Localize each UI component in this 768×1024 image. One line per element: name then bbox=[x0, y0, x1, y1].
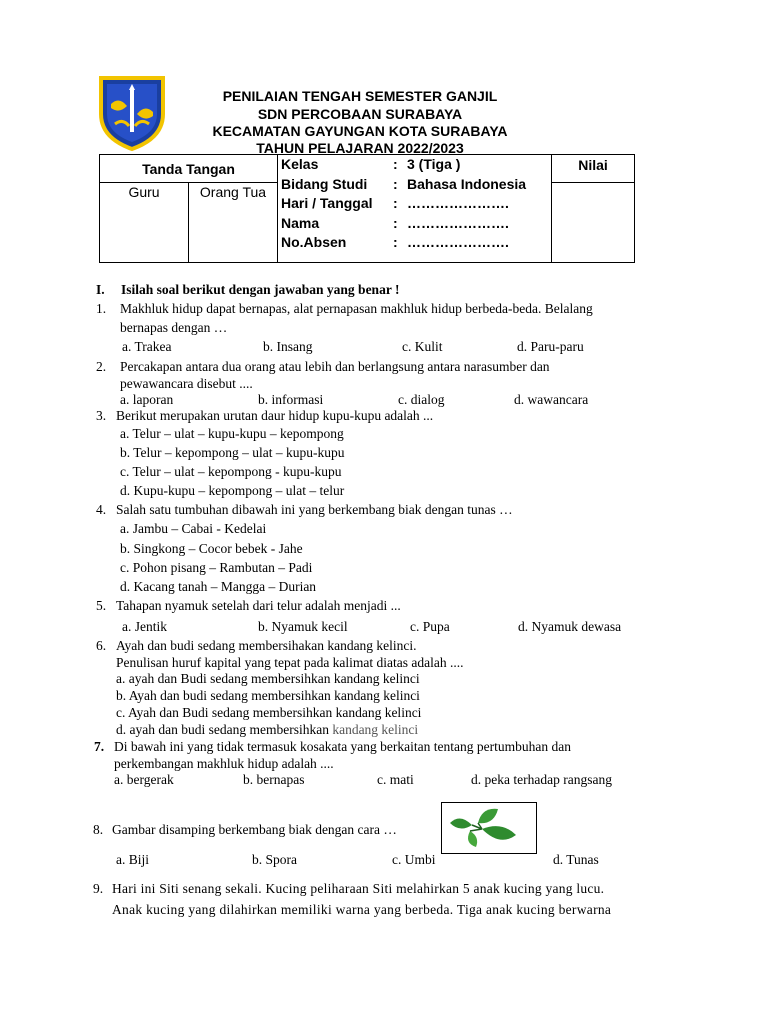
parent-signature-cell: Orang Tua bbox=[189, 183, 278, 263]
header-district: KECAMATAN GAYUNGAN KOTA SURABAYA bbox=[212, 123, 508, 139]
q1-text-line2: bernapas dengan … bbox=[120, 320, 228, 335]
q2-option-a: a. laporan bbox=[120, 392, 174, 407]
q7-text-line2: perkembangan makhluk hidup adalah .... bbox=[114, 756, 334, 771]
q1-text-line1: Makhluk hidup dapat bernapas, alat pernapasan makhluk hidup berbeda-beda. Belalang bbox=[120, 301, 593, 316]
q8-option-b: b. Spora bbox=[252, 852, 297, 867]
info-row-bidang-studi: Bidang Studi : Bahasa Indonesia bbox=[281, 175, 527, 192]
section-title: Isilah soal berikut dengan jawaban yang benar ! bbox=[121, 282, 400, 297]
q5-option-d: d. Nyamuk dewasa bbox=[518, 619, 622, 634]
q1-option-b: b. Insang bbox=[263, 339, 313, 354]
q7-option-d: d. peka terhadap rangsang bbox=[471, 772, 612, 787]
q6-option-c: c. Ayah dan Budi sedang membersihkan kandang kelinci bbox=[116, 705, 422, 720]
q1-option-a: a. Trakea bbox=[122, 339, 172, 354]
signature-header: Tanda Tangan bbox=[100, 155, 278, 183]
q3-option-c: c. Telur – ulat – kepompong - kupu-kupu bbox=[120, 464, 342, 479]
info-row-no-absen: No.Absen : …………………. bbox=[281, 234, 509, 250]
q3-text: Berikut merupakan urutan daur hidup kupu-kupu adalah ... bbox=[116, 408, 434, 423]
q7-option-b: b. bernapas bbox=[243, 772, 305, 787]
student-info-cell bbox=[278, 155, 552, 263]
q5-option-c: c. Pupa bbox=[410, 619, 450, 634]
q6-text-line2: Penulisan huruf kapital yang tepat pada kalimat diatas adalah .... bbox=[116, 655, 464, 670]
q2-option-d: d. wawancara bbox=[514, 392, 589, 407]
q1-number: 1. bbox=[96, 301, 107, 316]
q4-number: 4. bbox=[96, 502, 107, 517]
score-cell bbox=[552, 183, 635, 263]
q7-text-line1: Di bawah ini yang tidak termasuk kosakata yang berkaitan tentang pertumbuhan dan bbox=[114, 739, 571, 754]
info-row-nama: Nama : …………………. bbox=[281, 214, 509, 231]
q1-option-d: d. Paru-paru bbox=[517, 339, 584, 354]
score-header: Nilai bbox=[552, 155, 635, 183]
q4-option-b: b. Singkong – Cocor bebek - Jahe bbox=[120, 541, 303, 556]
teacher-signature-cell: Guru bbox=[100, 183, 189, 263]
q4-text: Salah satu tumbuhan dibawah ini yang berkembang biak dengan tunas … bbox=[116, 502, 513, 517]
header-title: PENILAIAN TENGAH SEMESTER GANJIL bbox=[222, 88, 498, 104]
q3-option-b: b. Telur – kepompong – ulat – kupu-kupu bbox=[120, 445, 345, 460]
q7-number: 7. bbox=[94, 739, 105, 754]
q5-option-b: b. Nyamuk kecil bbox=[258, 619, 348, 634]
q5-option-a: a. Jentik bbox=[122, 619, 167, 634]
student-info-table bbox=[99, 154, 635, 263]
q3-option-d: d. Kupu-kupu – kepompong – ulat – telur bbox=[120, 483, 345, 498]
q2-option-b: b. informasi bbox=[258, 392, 324, 407]
q8-option-a: a. Biji bbox=[116, 852, 149, 867]
q6-option-a: a. ayah dan Budi sedang membersihkan kandang kelinci bbox=[116, 671, 420, 686]
header-school: SDN PERCOBAAN SURABAYA bbox=[257, 106, 463, 122]
q2-option-c: c. dialog bbox=[398, 392, 445, 407]
q2-text-line1: Percakapan antara dua orang atau lebih dan berlangsung antara narasumber dan bbox=[120, 359, 550, 374]
q9-text-line2: Anak kucing yang dilahirkan memiliki warna yang berbeda. Tiga anak kucing berwarna bbox=[112, 902, 612, 917]
q8-option-d: d. Tunas bbox=[553, 852, 599, 867]
q9-number: 9. bbox=[93, 881, 104, 896]
info-row-kelas: Kelas : 3 (Tiga ) bbox=[281, 156, 461, 172]
header-year: TAHUN PELAJARAN 2022/2023 bbox=[256, 140, 464, 156]
q3-number: 3. bbox=[96, 408, 107, 423]
q1-option-c: c. Kulit bbox=[402, 339, 443, 354]
q4-option-a: a. Jambu – Cabai - Kedelai bbox=[120, 521, 267, 536]
q5-number: 5. bbox=[96, 598, 107, 613]
q4-option-d: d. Kacang tanah – Mangga – Durian bbox=[120, 579, 317, 594]
q8-number: 8. bbox=[93, 822, 104, 837]
leaf-icon bbox=[450, 818, 472, 828]
q6-option-b: b. Ayah dan budi sedang membersihkan kandang kelinci bbox=[116, 688, 420, 703]
q9-text-line1: Hari ini Siti senang sekali. Kucing peliharaan Siti melahirkan 5 anak kucing yang lucu. bbox=[112, 881, 605, 896]
q7-option-a: a. bergerak bbox=[114, 772, 174, 787]
q6-option-d: d. ayah dan budi sedang membersihkan kandang kelinci bbox=[116, 722, 419, 737]
q2-number: 2. bbox=[96, 359, 107, 374]
section-number: I. bbox=[96, 282, 105, 297]
q8-option-c: c. Umbi bbox=[392, 852, 436, 867]
q4-option-c: c. Pohon pisang – Rambutan – Padi bbox=[120, 560, 313, 575]
info-row-hari-tanggal: Hari / Tanggal : …………………. bbox=[281, 195, 509, 211]
q6-text-line1: Ayah dan budi sedang membersihakan kandang kelinci. bbox=[116, 638, 417, 653]
plant-leaf-image bbox=[441, 802, 537, 854]
q5-text: Tahapan nyamuk setelah dari telur adalah menjadi ... bbox=[116, 598, 401, 613]
q6-number: 6. bbox=[96, 638, 107, 653]
q2-text-line2: pewawancara disebut .... bbox=[120, 376, 253, 391]
q7-option-c: c. mati bbox=[377, 772, 414, 787]
q3-option-a: a. Telur – ulat – kupu-kupu – kepompong bbox=[120, 426, 344, 441]
q8-text: Gambar disamping berkembang biak dengan cara … bbox=[112, 822, 397, 837]
